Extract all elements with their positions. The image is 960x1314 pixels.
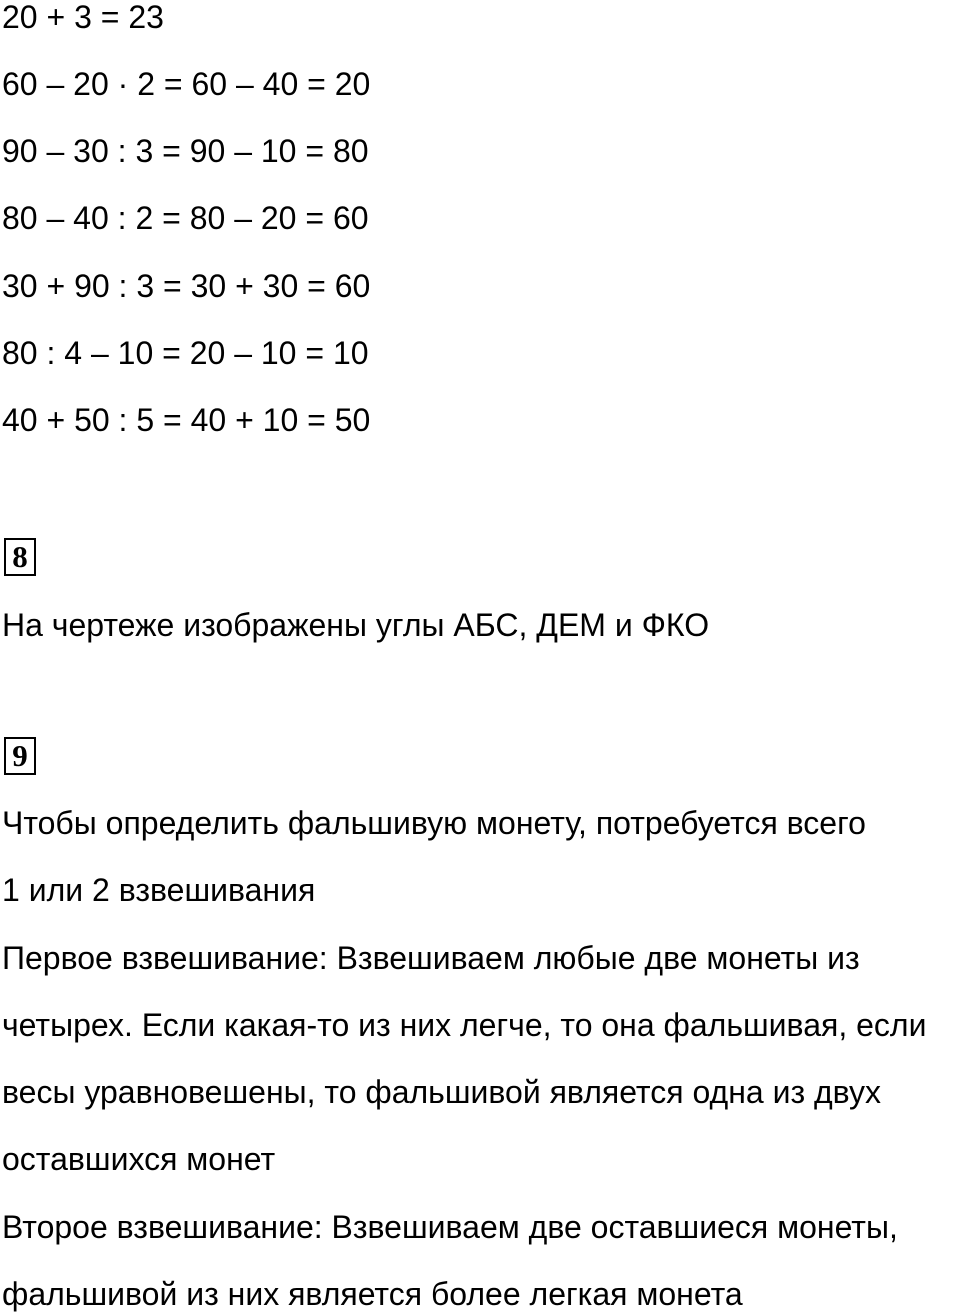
task-number-9: 9 (4, 737, 36, 775)
task-9-text-line: 1 или 2 взвешивания (2, 872, 316, 908)
task-9-text-line: оставшихся монет (2, 1141, 276, 1177)
equation-line: 80 : 4 – 10 = 20 – 10 = 10 (2, 335, 369, 371)
task-9-text-line: весы уравновешены, то фальшивой является одна из двух (2, 1074, 881, 1110)
task-8-text: На чертеже изображены углы АБС, ДЕМ и ФКО (2, 607, 710, 643)
task-9-text-line: четырех. Если какая-то из них легче, то она фальшивая, если (2, 1007, 927, 1043)
equation-line: 80 – 40 : 2 = 80 – 20 = 60 (2, 200, 369, 236)
task-number-8: 8 (4, 538, 36, 576)
task-9-text-line: Первое взвешивание: Взвешиваем любые две монеты из (2, 940, 860, 976)
equation-line: 90 – 30 : 3 = 90 – 10 = 80 (2, 133, 369, 169)
equation-line: 40 + 50 : 5 = 40 + 10 = 50 (2, 402, 371, 438)
task-9-text-line: фальшивой из них является более легкая монета (2, 1276, 743, 1312)
task-9-text-line: Чтобы определить фальшивую монету, потребуется всего (2, 805, 866, 841)
equation-line: 20 + 3 = 23 (2, 0, 164, 35)
task-9-text-line: Второе взвешивание: Взвешиваем две оставшиеся монеты, (2, 1209, 898, 1245)
equation-line: 60 – 20 · 2 = 60 – 40 = 20 (2, 66, 371, 102)
equation-line: 30 + 90 : 3 = 30 + 30 = 60 (2, 268, 371, 304)
